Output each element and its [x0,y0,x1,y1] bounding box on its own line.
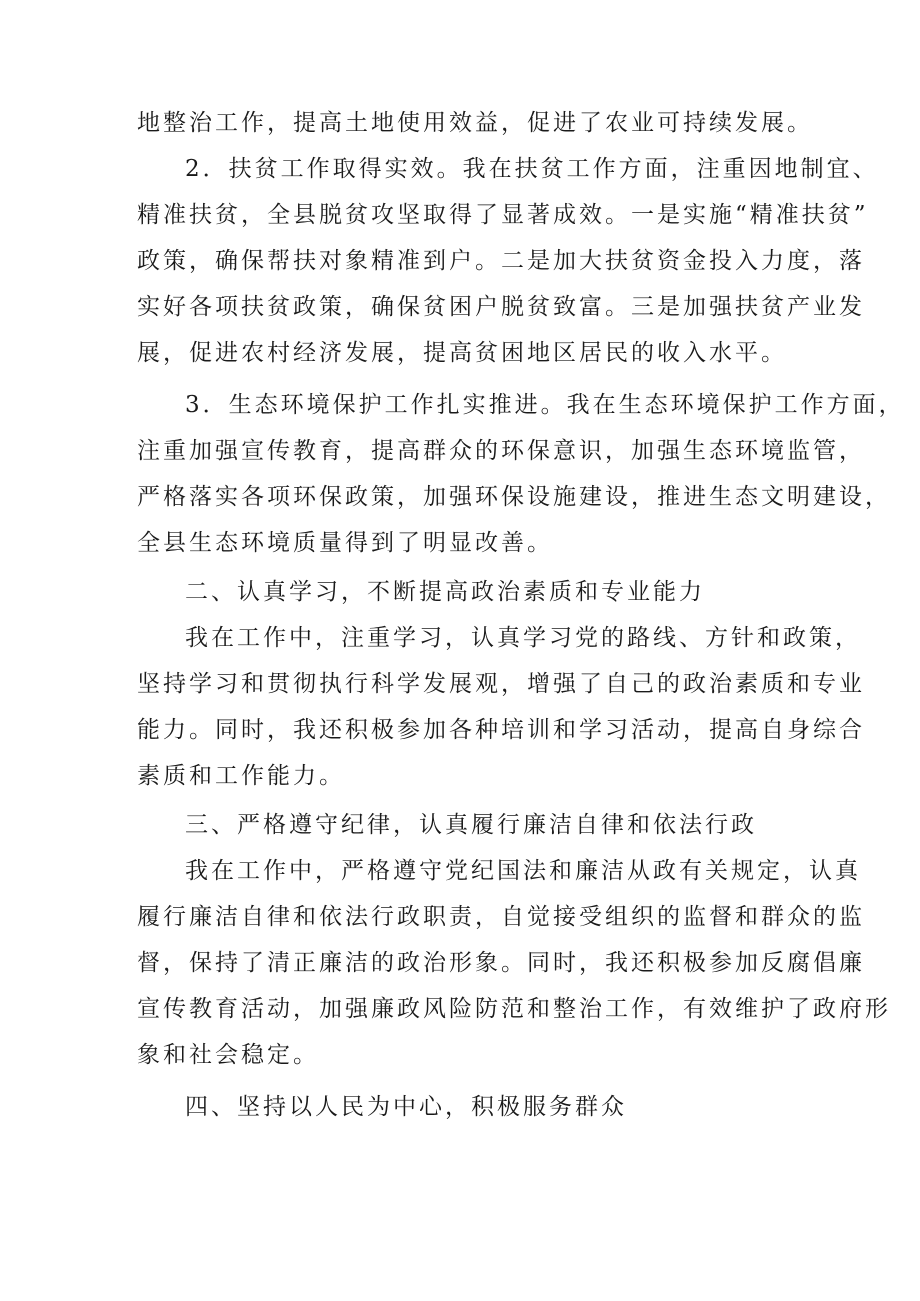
section-heading: 三、严格遵守纪律，认真履行廉洁自律和依法行政 [185,812,757,838]
text-line: 能力。同时，我还积极参加各种培训和学习活动，提高自身综合 [137,717,865,743]
text-line: 政策，确保帮扶对象精准到户。二是加大扶贫资金投入力度，落 [137,248,865,274]
section-heading: 四、坚持以人民为中心，积极服务群众 [185,1094,627,1120]
text-line: 3．生态环境保护工作扎实推进。我在生态环境保护工作方面， [185,392,905,418]
text-line: 素质和工作能力。 [137,763,345,789]
text-line: 精准扶贫，全县脱贫攻坚取得了显著成效。一是实施“精准扶贫” [137,202,869,228]
text-line: 地整治工作，提高土地使用效益，促进了农业可持续发展。 [137,110,813,136]
text-line: 全县生态环境质量得到了明显改善。 [137,530,553,556]
document-body [137,104,905,1134]
text-line: 实好各项扶贫政策，确保贫困户脱贫致富。三是加强扶贫产业发 [137,294,865,320]
text-line: 履行廉洁自律和依法行政职责，自觉接受组织的监督和群众的监 [137,904,865,930]
text-line: 我在工作中，注重学习，认真学习党的路线、方针和政策， [185,625,861,651]
text-line: 注重加强宣传教育，提高群众的环保意识，加强生态环境监管， [137,438,865,464]
text-line: 宣传教育活动，加强廉政风险防范和整治工作，有效维护了政府形 [137,996,891,1022]
text-line: 严格落实各项环保政策，加强环保设施建设，推进生态文明建设， [137,484,891,510]
text-line: 坚持学习和贯彻执行科学发展观，增强了自己的政治素质和专业 [137,671,865,697]
section-heading: 二、认真学习，不断提高政治素质和专业能力 [185,579,705,605]
text-line: 2．扶贫工作取得实效。我在扶贫工作方面，注重因地制宜、 [185,156,879,182]
text-line: 象和社会稳定。 [137,1042,319,1068]
text-line: 督，保持了清正廉洁的政治形象。同时，我还积极参加反腐倡廉 [137,950,865,976]
text-line: 我在工作中，严格遵守党纪国法和廉洁从政有关规定，认真 [185,858,861,884]
text-line: 展，促进农村经济发展，提高贫困地区居民的收入水平。 [137,340,787,366]
